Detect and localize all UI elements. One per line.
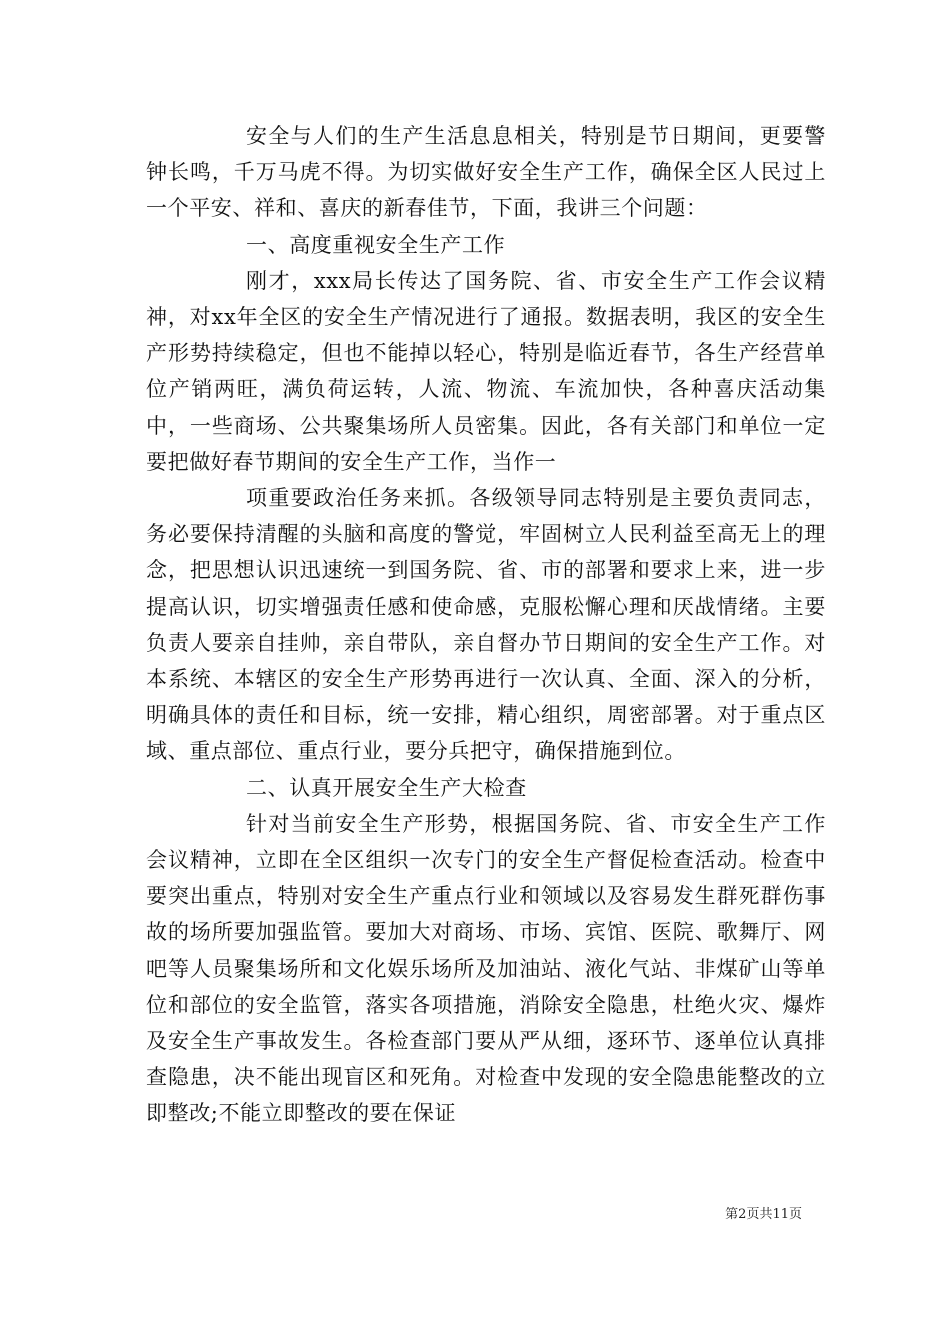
paragraph-section1-a: 刚才，xxx局长传达了国务院、省、市安全生产工作会议精神，对xx年全区的安全生产情况进行了通报。数据表明，我区的安全生产形势持续稳定，但也不能掉以轻心，特别是临近春节，各生产经营单位产销两旺，满负荷运转，人流、物流、车流加快，各种喜庆活动集中，一些商场、公共聚集场所人员密集。因此，各有关部门和单位一定要把做好春节期间的安全生产工作，当作一	[146, 268, 826, 474]
paragraph-section1-b: 项重要政治任务来抓。各级领导同志特别是主要负责同志，务必要保持清醒的头脑和高度的警觉，牢固树立人民利益至高无上的理念，把思想认识迅速统一到国务院、省、市的部署和要求上来，进一步提高认识，切实增强责任感和使命感，克服松懈心理和厌战情绪。主要负责人要亲自挂帅，亲自带队，亲自督办节日期间的安全生产工作。对本系统、本辖区的安全生产形势再进行一次认真、全面、深入的分析，明确具体的责任和目标，统一安排，精心组织，周密部署。对于重点区域、重点部位、重点行业，要分兵把守，确保措施到位。	[146, 486, 826, 764]
paragraph-section2: 针对当前安全生产形势，根据国务院、省、市安全生产工作会议精神，立即在全区组织一次专门的安全生产督促检查活动。检查中要突出重点，特别对安全生产重点行业和领域以及容易发生群死群伤事故的场所要加强监管。要加大对商场、市场、宾馆、医院、歌舞厅、网吧等人员聚集场所和文化娱乐场所及加油站、液化气站、非煤矿山等单位和部位的安全监管，落实各项措施，消除安全隐患，杜绝火灾、爆炸及安全生产事故发生。各检查部门要从严从细，逐环节、逐单位认真排查隐患，决不能出现盲区和死角。对检查中发现的安全隐患能整改的立即整改;不能立即整改的要在保证	[146, 811, 826, 1126]
document-body	[146, 118, 826, 1132]
page-number-footer: 第2页共11页	[725, 1207, 802, 1222]
paragraph-intro: 安全与人们的生产生活息息相关，特别是节日期间，更要警钟长鸣，千万马虎不得。为切实做好安全生产工作，确保全区人民过上一个平安、祥和、喜庆的新春佳节，下面，我讲三个问题：	[146, 124, 826, 221]
section-heading-1: 一、高度重视安全生产工作	[246, 232, 506, 257]
section-heading-2: 二、认真开展安全生产大检查	[246, 775, 527, 800]
